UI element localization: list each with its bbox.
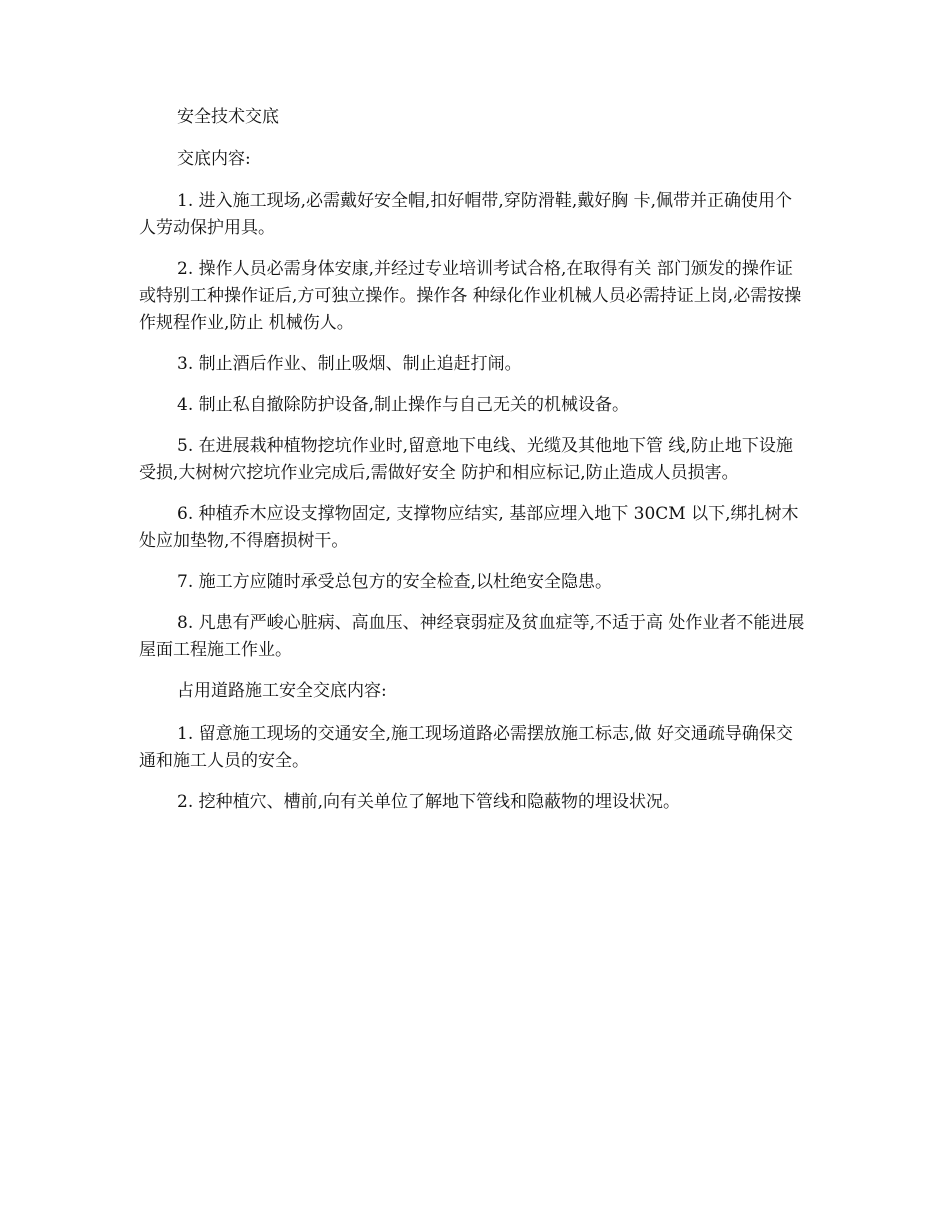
list-item: 1. 进入施工现场,必需戴好安全帽,扣好帽带,穿防滑鞋,戴好胸 卡,佩带并正确使用个人劳动保护用具。 xyxy=(139,191,793,238)
section-label-road-construction: 占用道路施工安全交底内容: xyxy=(177,681,387,701)
list-item: 2. 挖种植穴、槽前,向有关单位了解地下管线和隐蔽物的埋设状况。 xyxy=(177,792,681,812)
section-label-disclosure: 交底内容: xyxy=(177,149,251,169)
list-item: 2. 操作人员必需身体安康,并经过专业培训考试合格,在取得有关 部门颁发的操作证或特别工种操作证后,方可独立操作。操作各 种绿化作业机械人员必需持证上岗,必需按操作规程作业,防止 机械伤人。 xyxy=(139,259,802,333)
list-item: 8. 凡患有严峻心脏病、高血压、神经衰弱症及贫血症等,不适于高 处作业者不能进展屋面工程施工作业。 xyxy=(139,613,805,660)
list-item: 1. 留意施工现场的交通安全,施工现场道路必需摆放施工标志,做 好交通疏导确保交通和施工人员的安全。 xyxy=(139,724,793,771)
list-item: 3. 制止酒后作业、制止吸烟、制止追赶打闹。 xyxy=(177,354,522,374)
document-title: 安全技术交底 xyxy=(177,107,279,127)
list-item: 7. 施工方应随时承受总包方的安全检查,以杜绝安全隐患。 xyxy=(177,572,613,592)
list-item: 4. 制止私自撤除防护设备,制止操作与自己无关的机械设备。 xyxy=(177,395,630,415)
document-body xyxy=(139,104,807,830)
list-item: 5. 在进展栽种植物挖坑作业时,留意地下电线、光缆及其他地下管 线,防止地下设施受损,大树树穴挖坑作业完成后,需做好安全 防护和相应标记,防止造成人员损害。 xyxy=(139,436,793,483)
list-item: 6. 种植乔木应设支撑物固定, 支撑物应结实, 基部应埋入地下 30CM 以下,绑扎树木处应加垫物,不得磨损树干。 xyxy=(139,504,799,551)
